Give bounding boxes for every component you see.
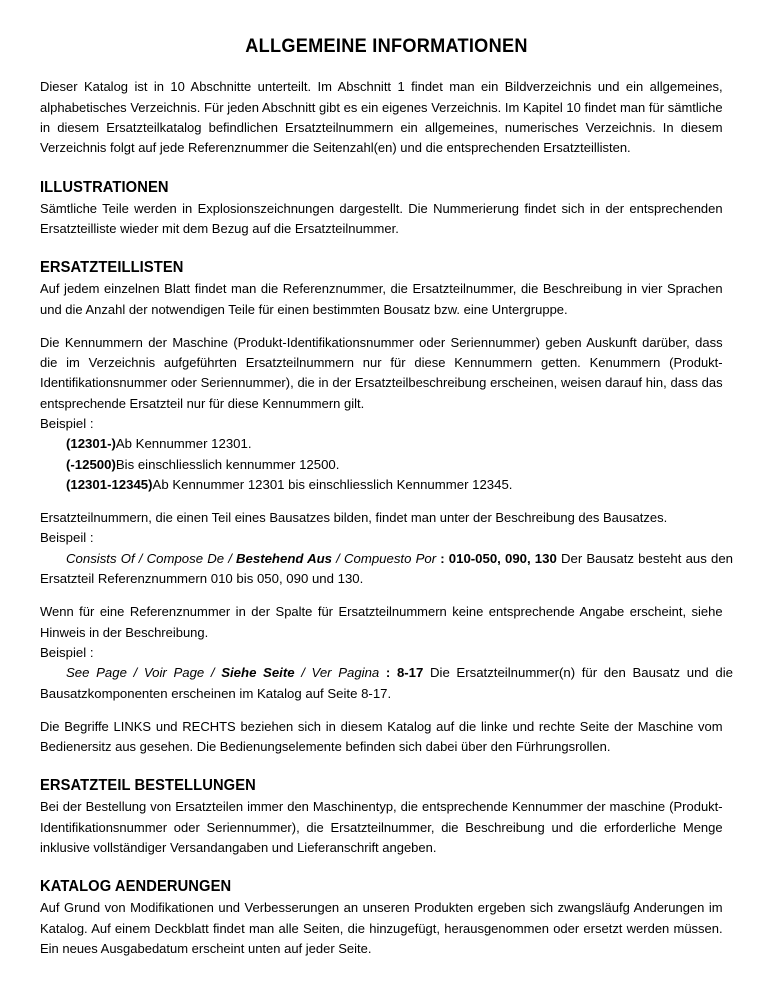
example-line-3 <box>40 475 733 495</box>
spacer <box>40 757 733 776</box>
spacer <box>40 320 733 333</box>
example-label-1: Beispiel : <box>40 416 94 431</box>
example-2-bold-italic: Bestehend Aus <box>236 550 333 566</box>
section-heading-katalog-aenderungen: KATALOG AENDERUNGEN <box>40 878 232 896</box>
example-1-code-2: (-12500) <box>66 456 116 472</box>
spacer <box>40 495 733 508</box>
example-3-bold-italic: Siehe Seite <box>221 665 295 681</box>
section-heading-ersatzteil-bestellungen: ERSATZTEIL BESTELLUNGEN <box>40 777 256 795</box>
ersatzteillisten-paragraph-2: Die Kennummern der Maschine (Produkt-Identifikationsnummer oder Seriennummer) geben Auskunft darüber, dass die im Verzeichnis aufgeführten Ersatzteilnummern nur für diese Kennummern getten. Kenummern (Produkt-Identifikationsnummer oder Seriennummer), die in der Ersatzteilbeschreibung erscheinen, weisen darauf hin, dass das entsprechende Ersatzteil nur für diese Kennummern gilt. <box>40 334 723 411</box>
spacer <box>40 704 733 717</box>
example-3-italic-2: / Ver Pagina <box>294 665 380 681</box>
example-2-italic-1: Consists Of / Compose De / <box>66 550 237 566</box>
illustrationen-paragraph: Sämtliche Teile werden in Explosionszeichnungen dargestellt. Die Nummerierung findet sich in der entsprechenden Ersatzteilliste wieder mit dem Bezug auf die Ersatzteilnummer. <box>40 200 723 236</box>
example-label-3: Beispiel : <box>40 644 94 660</box>
example-line-1 <box>40 434 733 454</box>
section-heading-ersatzteillisten: ERSATZTEILLISTEN <box>40 259 184 277</box>
ersatzteillisten-paragraph-4: Wenn für eine Referenznummer in der Spalte für Ersatzteilnummern keine entsprechende Angabe erscheint, siehe Hinweis in der Beschreibung. <box>40 604 723 640</box>
spacer <box>40 239 733 258</box>
example-2-trailing: Der Bausatz besteht aus den Ersatzteil Referenznummern 010 bis 050, 090 und 130. <box>40 550 733 587</box>
spacer <box>40 589 733 602</box>
example-2-values: : 010-050, 090, 130 <box>436 550 557 566</box>
example-1-text-2: Bis einschliesslich kennummer 12500. <box>115 456 340 472</box>
example-1-text-1: Ab Kennummer 12301. <box>115 436 252 452</box>
page-title: ALLGEMEINE INFORMATIONEN <box>245 35 528 57</box>
example-block-2 <box>40 549 733 590</box>
example-block-3 <box>40 663 733 704</box>
example-line-2 <box>40 455 733 475</box>
spacer <box>40 159 733 178</box>
ersatzteillisten-paragraph-5: Die Begriffe LINKS und RECHTS beziehen sich in diesem Katalog auf die linke und rechte Seite der Maschine vom Bedienersitz aus gesehen. Die Bedienungselemente befinden sich dabei über den Fürhrungsrollen. <box>40 718 723 755</box>
section-heading-illustrationen: ILLUSTRATIONEN <box>40 178 169 196</box>
example-3-italic-1: See Page / Voir Page / <box>66 665 222 681</box>
page-content <box>40 36 733 959</box>
example-3-values: : 8-17 <box>379 665 424 681</box>
example-1-code-1: (12301-) <box>66 436 116 452</box>
ersatzteillisten-paragraph-3: Ersatzteilnummern, die einen Teil eines Bausatzes bilden, findet man unter der Beschreibung des Bausatzes. <box>40 510 668 526</box>
example-1-code-3: (12301-12345) <box>66 476 153 492</box>
ersatzteillisten-paragraph-1: Auf jedem einzelnen Blatt findet man die Referenznummer, die Ersatzteilnummer, die Beschreibung in vier Sprachen und die Anzahl der notwendigen Teile für einen bestimmten Bousatz bzw. eine Untergruppe. <box>40 281 723 317</box>
example-2-italic-2: / Compuesto Por <box>332 550 437 566</box>
katalog-aenderungen-paragraph: Auf Grund von Modifikationen und Verbesserungen an unseren Produkten ergeben sich zwangsläufg Anderungen im Katalog. Auf einem Deckblatt findet man alle Seiten, die hinzugefügt, herausgenommen oder ersetzt werden müssen. Ein neues Ausgabedatum erscheint unten auf jeder Seite. <box>40 900 723 956</box>
example-3-trailing: Die Ersatzteilnummer(n) für den Bausatz und die Bausatzkomponenten erscheinen im Katalog auf Seite 8-17. <box>40 665 733 701</box>
example-1-text-3: Ab Kennummer 12301 bis einschliesslich Kennummer 12345. <box>152 476 513 492</box>
spacer <box>40 858 733 877</box>
intro-paragraph: Dieser Katalog ist in 10 Abschnitte unterteilt. Im Abschnitt 1 findet man ein Bildverzeichnis und ein allgemeines, alphabetisches Verzeichnis. Für jeden Abschnitt gibt es ein eigenes Verzeichnis. Im Kapitel 10 findet man für sämtliche in diesem Ersatzteilkatalog befindlichen Ersatzteilnummern ein allgemeines, numerisches Verzeichnis. In diesem Verzeichnis folgt auf jede Referenznummer die Seitenzahl(en) und die entsprechenden Ersatzteillisten. <box>40 79 723 156</box>
example-label-2: Beispeil : <box>40 530 94 546</box>
ersatzteil-bestellungen-paragraph: Bei der Bestellung von Ersatzteilen immer den Maschinentyp, die entsprechende Kennummer der maschine (Produkt-Identifikationsnummer oder Seriennummer), die Ersatzteilnummer, die Beschreibung und die erforderliche Menge inklusive vollständiger Versandangaben und Lieferanschrift angeben. <box>40 799 723 856</box>
